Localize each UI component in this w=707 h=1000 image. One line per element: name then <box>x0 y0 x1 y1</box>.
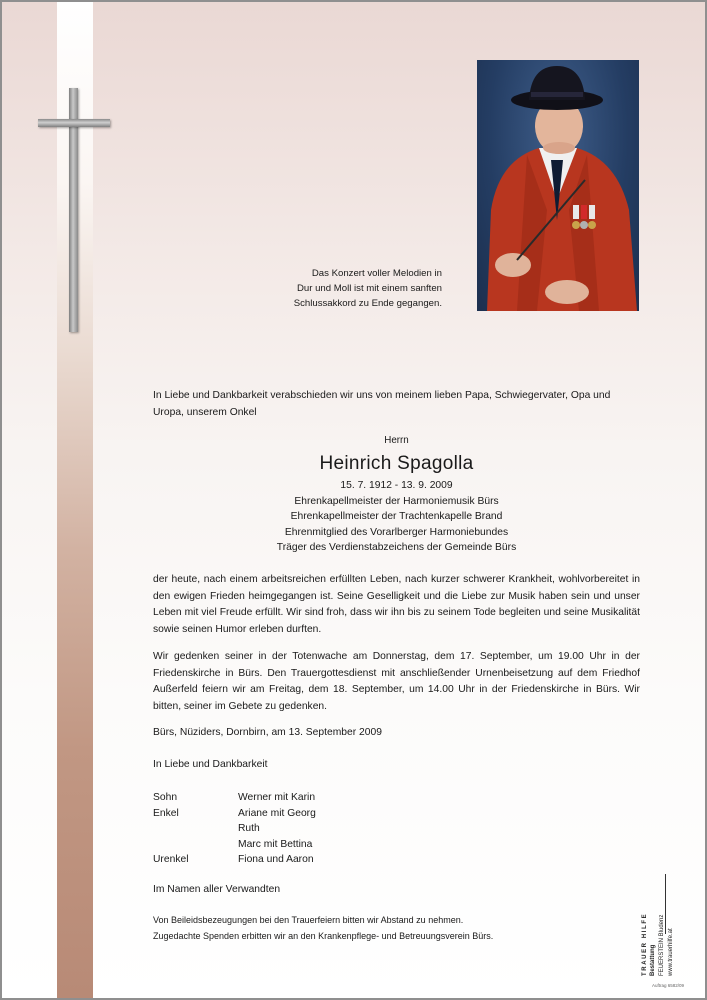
place-date: Bürs, Nüziders, Dornbirn, am 13. September 2009 <box>153 727 382 738</box>
family-names: Marc mit Bettina <box>238 838 313 850</box>
logo-line: TRAUER HILFE <box>642 912 648 976</box>
honor-title: Träger des Verdienstabzeichens der Gemeinde Bürs <box>276 542 517 554</box>
family-names: Werner mit Karin <box>238 792 316 803</box>
honors-list <box>153 478 640 556</box>
family-relation <box>153 837 238 853</box>
family-names: Ruth <box>238 823 260 835</box>
quote-line: Dur und Moll ist mit einem sanften <box>296 283 442 294</box>
funeral-home-logo <box>642 864 678 976</box>
family-row <box>153 837 316 853</box>
order-code: Auftrag 6582/09 <box>652 983 685 988</box>
portrait-photo <box>477 60 639 311</box>
note-line: Zugedachte Spenden erbitten wir an den Krankenpflege- und Betreuungsverein Bürs. <box>153 930 494 941</box>
life-dates: 15. 7. 1912 - 13. 9. 2009 <box>340 480 453 491</box>
logo-line: www.trauerhilfe.at <box>668 928 674 976</box>
quote-line: Das Konzert voller Melodien in <box>311 268 442 279</box>
note-line: Von Beileidsbezeugungen bei den Trauerfeiern bitten wir Abstand zu nehmen. <box>153 915 464 925</box>
honor-title: Ehrenmitglied des Vorarlberger Harmoniebundes <box>284 526 509 538</box>
salutation: Herrn <box>384 435 409 446</box>
family-relation: Sohn <box>153 792 178 803</box>
family-row <box>153 852 316 868</box>
family-relation: Urenkel <box>153 854 189 866</box>
logo-line: Bestattung <box>650 944 656 976</box>
family-names: Ariane mit Georg <box>238 807 316 819</box>
family-relation: Enkel <box>153 807 179 819</box>
family-row <box>153 790 316 806</box>
life-paragraph: der heute, nach einem arbeitsreichen erfüllten Leben, nach kurzer schwerer Krankheit, wohlvorbereitet in den ewigen Frieden heimgegangen ist. Seine Geselligkeit und die Liebe zur Musik haben sein und unser Leben mit viel Freude erfüllt. Wir sind froh, dass wir ihn bis zu seinem Tode begleiten und seine Musikalität sowie seinen Humor erleben durften. <box>153 574 640 635</box>
family-relation <box>153 821 238 837</box>
honor-title: Ehrenkapellmeister der Trachtenkapelle Brand <box>290 511 503 523</box>
notes <box>153 913 493 944</box>
deceased-name: Heinrich Spagolla <box>319 453 474 474</box>
family-list <box>153 790 316 868</box>
memorial-quote <box>242 266 442 311</box>
family-names: Fiona und Aaron <box>238 854 314 866</box>
family-row <box>153 821 316 837</box>
logo-line: FEUERSTEIN Bludenz <box>659 914 665 976</box>
closing-line: Im Namen aller Verwandten <box>153 884 281 895</box>
service-paragraph: Wir gedenken seiner in der Totenwache am Donnerstag, dem 17. September, um 19.00 Uhr in der Friedenskirche in Bürs. Den Trauergottesdienst mit anschließender Urnenbeisetzung auf dem Friedhof Außerfeld feiern wir am Freitag, dem 18. September, um 14.00 Uhr in der Friedenskirche in Bürs. Wir bitten, seiner im Gebete zu gedenken. <box>153 651 640 712</box>
honor-title: Ehrenkapellmeister der Harmoniemusik Bürs <box>294 495 499 507</box>
in-love-line: In Liebe und Dankbarkeit <box>153 759 268 770</box>
family-row <box>153 806 316 822</box>
quote-line: Schlussakkord zu Ende gegangen. <box>293 298 442 309</box>
intro-text: In Liebe und Dankbarkeit verabschieden wir uns von meinem lieben Papa, Schwiegervater, Opa und Uropa, unserem Onkel <box>153 390 611 418</box>
